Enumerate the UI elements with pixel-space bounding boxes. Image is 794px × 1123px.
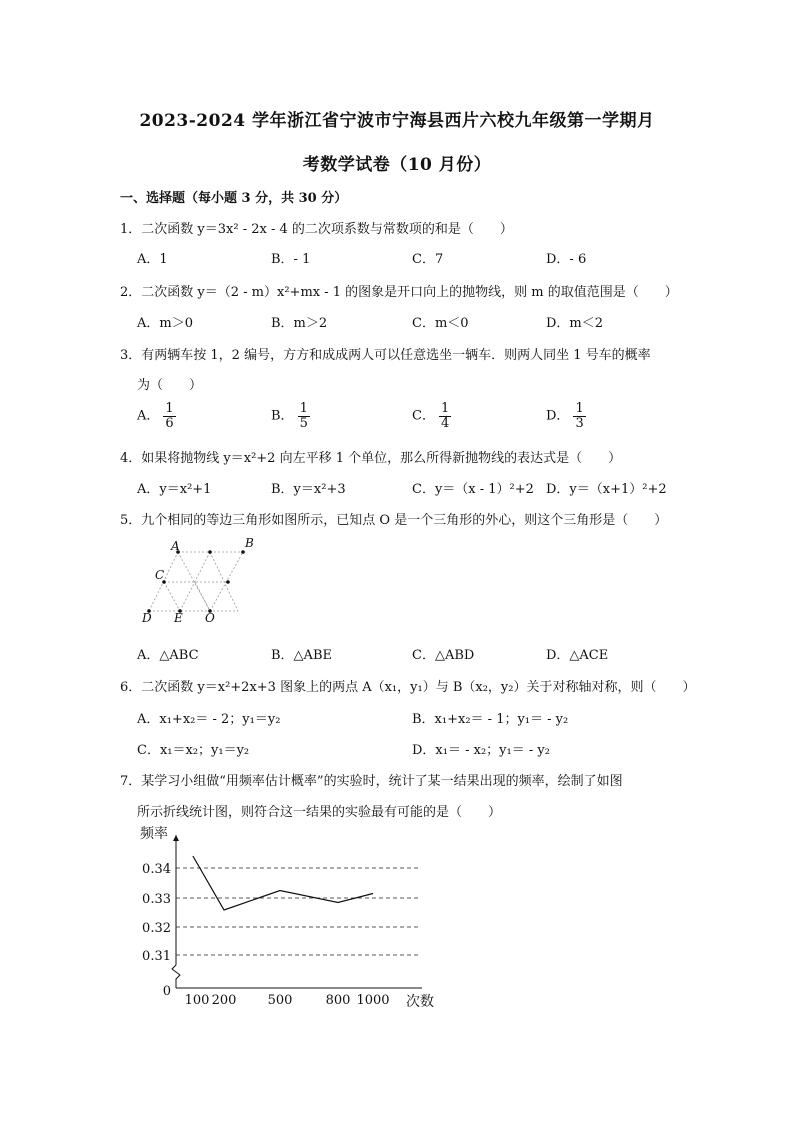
y-tick-label-0: 0.34	[142, 862, 171, 877]
q5-option-c[interactable]: C．△ABD	[412, 648, 475, 663]
q5-option-a[interactable]: A．△ABC	[137, 648, 199, 663]
y-tick-label-3: 0.31	[142, 949, 171, 964]
q5-option-d[interactable]: D．△ACE	[546, 648, 609, 663]
q5-option-b[interactable]: B．△ABE	[271, 648, 332, 663]
point-label-e: E	[174, 611, 183, 625]
q2-option-d[interactable]: D．m＜2	[546, 316, 604, 331]
q3-option-d-numerator: 1	[575, 401, 584, 416]
q4-option-b[interactable]: B．y＝x²+3	[271, 482, 346, 497]
q3-option-c-letter: C．	[412, 408, 435, 424]
point-label-c: C	[155, 568, 165, 582]
q6-option-c[interactable]: C．x₁＝x₂；y₁＝y₂	[137, 743, 250, 758]
q1-option-a[interactable]: A．1	[137, 252, 168, 267]
y-axis-label: 频率	[140, 826, 168, 842]
q3-option-b-numerator: 1	[299, 401, 308, 416]
q3-option-b-denominator: 5	[299, 415, 308, 431]
q7-stem-line2: 所示折线统计图，则符合这一结果的实验最有可能的是（ ）	[137, 805, 502, 820]
q4-option-d[interactable]: D．y＝（x+1）²+2	[546, 482, 667, 497]
q2-stem: 2．二次函数 y＝（2 - m）x²+mx - 1 的图象是开口向上的抛物线，则 m 的取值范围是（ ）	[120, 285, 678, 300]
series-line-frequency	[193, 856, 373, 910]
point-label-o: O	[205, 611, 215, 625]
x-tick-label-200: 200	[211, 993, 237, 1008]
x-tick-label-800: 800	[325, 993, 351, 1008]
q3-option-c-denominator: 4	[440, 415, 450, 431]
point-label-b: B	[245, 536, 254, 550]
section-heading: 一、选择题（每小题 3 分，共 30 分）	[120, 191, 348, 206]
q6-option-a[interactable]: A．x₁+x₂＝ - 2；y₁＝y₂	[137, 712, 281, 727]
q2-option-b[interactable]: B．m＞2	[271, 316, 328, 331]
q2-option-a[interactable]: A．m＞0	[137, 316, 193, 331]
q1-option-d[interactable]: D．- 6	[546, 252, 587, 267]
q3-option-b-letter: B．	[271, 408, 294, 424]
y-axis-arrow	[173, 835, 179, 841]
page-title-line2: 考数学试卷（10 月份）	[302, 155, 492, 175]
q5-stem: 5．九个相同的等边三角形如图所示，已知点 O 是一个三角形的外心，则这个三角形是（ ）	[120, 513, 668, 528]
page-title-line1: 2023-2024 学年浙江省宁波市宁海县西片六校九年级第一学期月	[139, 111, 655, 131]
x-tick-label-100: 100	[184, 993, 210, 1008]
q3-option-a-numerator: 1	[165, 401, 174, 416]
q3-option-c-numerator: 1	[440, 401, 450, 416]
point-label-a: A	[171, 539, 180, 553]
q4-option-a[interactable]: A．y＝x²+1	[137, 482, 212, 497]
y-tick-label-2: 0.32	[142, 921, 171, 936]
x-axis-label: 次数	[406, 994, 434, 1010]
point-label-d: D	[142, 611, 152, 625]
q6-option-d[interactable]: D．x₁＝ - x₂；y₁＝ - y₂	[412, 743, 550, 758]
q3-option-d-letter: D．	[546, 408, 570, 424]
y-tick-label-4: 0	[162, 984, 171, 999]
y-tick-label-1: 0.33	[142, 892, 171, 907]
q3-option-a-letter: A．	[137, 408, 160, 424]
x-tick-label-1000: 1000	[356, 993, 390, 1008]
x-tick-label-500: 500	[267, 993, 293, 1008]
q4-option-c[interactable]: C．y＝（x - 1）²+2	[412, 482, 534, 497]
q3-option-a-denominator: 6	[165, 415, 174, 431]
q3-option-d-denominator: 3	[575, 415, 584, 431]
y-axis-break	[172, 965, 180, 988]
q4-stem: 4．如果将抛物线 y＝x²+2 向左平移 1 个单位，那么所得新抛物线的表达式是（ ）	[120, 451, 622, 466]
q3-stem-line2: 为（ ）	[137, 378, 203, 393]
q1-option-b[interactable]: B．- 1	[271, 252, 311, 267]
q7-stem-line1: 7．某学习小组做“用频率估计概率”的实验时，统计了某一结果出现的频率，绘制了如图	[120, 774, 623, 789]
q1-stem: 1．二次函数 y＝3x² - 2x - 4 的二次项系数与常数项的和是（ ）	[120, 222, 513, 237]
q1-option-c[interactable]: C．7	[412, 252, 444, 267]
q6-option-b[interactable]: B．x₁+x₂＝ - 1；y₁＝ - y₂	[412, 712, 569, 727]
q6-stem: 6．二次函数 y＝x²+2x+3 图象上的两点 A（x₁，y₁）与 B（x₂，y₂）关于对称轴对称，则（ ）	[120, 680, 696, 695]
q2-option-c[interactable]: C．m＜0	[412, 316, 469, 331]
q3-stem-line1: 3．有两辆车按 1，2 编号，方方和成成两人可以任意选坐一辆车．则两人同坐 1 号车的概率	[120, 348, 651, 363]
